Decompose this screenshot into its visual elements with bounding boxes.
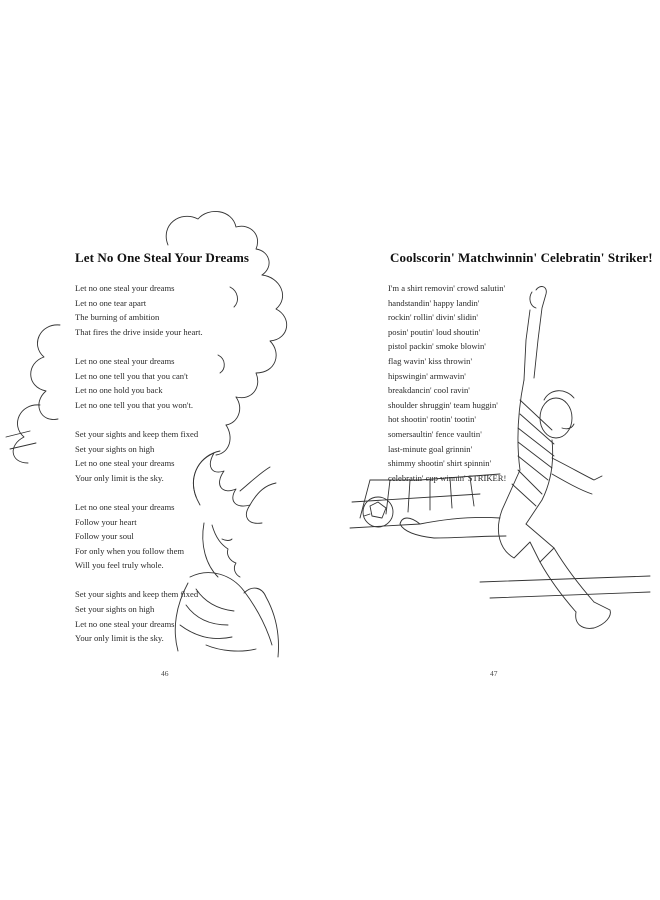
stanza bbox=[75, 500, 203, 573]
poem-line: last-minute goal grinnin' bbox=[388, 443, 473, 454]
poem-line: hot shootin' rootin' tootin' bbox=[388, 414, 476, 425]
poem-line: Follow your heart bbox=[75, 516, 137, 527]
shorts bbox=[498, 510, 554, 562]
cloud-right bbox=[236, 275, 287, 398]
poem-line: Set your sights on high bbox=[75, 604, 155, 615]
poem-line: The burning of ambition bbox=[75, 312, 160, 323]
poem-line: Set your sights and keep them fixed bbox=[75, 589, 199, 600]
poem-line: shimmy shootin' shirt spinnin' bbox=[388, 458, 492, 469]
poem-line: I'm a shirt removin' crowd salutin' bbox=[388, 283, 506, 293]
left-poem-body bbox=[75, 281, 203, 660]
poem-line: posin' poutin' loud shoutin' bbox=[388, 326, 481, 337]
poem-line: shoulder shruggin' team huggin' bbox=[388, 399, 498, 410]
stanza bbox=[75, 587, 203, 645]
poem-line: handstandin' happy landin' bbox=[388, 297, 480, 308]
poem-line: Let no one steal your dreams bbox=[75, 458, 175, 469]
page-number-right: 47 bbox=[490, 669, 498, 678]
poem-line: rockin' rollin' divin' slidin' bbox=[388, 312, 478, 323]
poem-line: For only when you follow them bbox=[75, 545, 185, 556]
right-page bbox=[330, 0, 660, 900]
boot-right bbox=[576, 602, 611, 628]
poem-line: Let no one steal your dreams bbox=[75, 618, 175, 629]
right-poem-body bbox=[388, 281, 588, 500]
poem-line: Let no one tell you that you can't bbox=[75, 370, 188, 381]
cloud-far-left bbox=[13, 405, 40, 463]
poem-line: Let no one tell you that you won't. bbox=[75, 399, 194, 410]
poem-line: Will you feel truly whole. bbox=[75, 560, 164, 571]
poem-line: Set your sights on high bbox=[75, 443, 155, 454]
stanza bbox=[388, 281, 588, 485]
cloud-left bbox=[31, 325, 60, 420]
poem-line: That fires the drive inside your heart. bbox=[75, 326, 203, 337]
poem-line: Your only limit is the sky. bbox=[75, 633, 164, 644]
stanza bbox=[75, 354, 203, 412]
poem-line: Let no one steal your dreams bbox=[75, 501, 175, 512]
poem-line: celebratin' cup winnin' STRIKER! bbox=[388, 472, 507, 483]
poem-line: hipswingin' armwavin' bbox=[388, 370, 466, 381]
football bbox=[363, 497, 393, 527]
poem-line: pistol packin' smoke blowin' bbox=[388, 341, 486, 352]
stanza bbox=[75, 281, 203, 339]
poem-line: flag wavin' kiss throwin' bbox=[388, 355, 473, 366]
hair bbox=[193, 453, 262, 523]
boot-left bbox=[400, 518, 434, 538]
poem-line: somersaultin' fence vaultin' bbox=[388, 428, 482, 439]
poem-line: Follow your soul bbox=[75, 531, 134, 542]
page-number-left: 46 bbox=[161, 669, 169, 678]
poem-line: Let no one hold you back bbox=[75, 385, 163, 396]
poem-line: Your only limit is the sky. bbox=[75, 472, 164, 483]
poem-line: Let no one steal your dreams bbox=[75, 355, 175, 366]
face bbox=[212, 525, 240, 577]
left-poem-title: Let No One Steal Your Dreams bbox=[75, 250, 250, 265]
poem-line: Let no one tear apart bbox=[75, 297, 147, 308]
stanza bbox=[75, 427, 203, 485]
poem-line: Let no one steal your dreams bbox=[75, 283, 175, 293]
poem-line: Set your sights and keep them fixed bbox=[75, 428, 199, 439]
poem-line: breakdancin' cool ravin' bbox=[388, 385, 470, 396]
right-poem-title: Coolscorin' Matchwinnin' Celebratin' Striker! bbox=[390, 250, 653, 265]
